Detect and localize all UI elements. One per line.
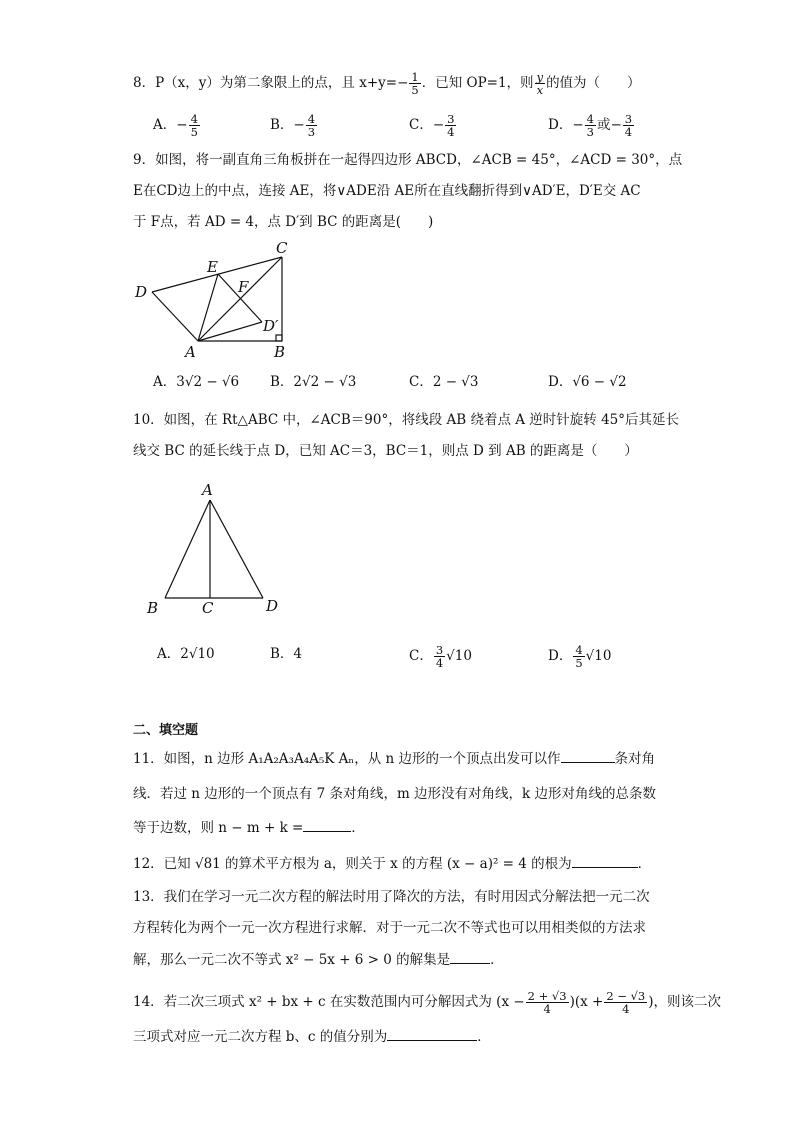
q14-blank[interactable] [387,1026,477,1041]
q10-line1: 10．如图，在 Rt△ABC 中，∠ACB＝90°，将线段 AB 绕着点 A 逆时针旋转 45°后其延长 [133,412,680,428]
q14-fraction-1: $\frac{2 + √3}{4}$ [527,989,567,1016]
q10-label-A: A [202,481,213,499]
q14-line1: 14．若二次三项式 x² + bx + c 在实数范围内可分解因式为 (x − $\frac{2 + √3}{4}$ )(x + $\frac{2 - √3}{4}$ )，则该二次 [133,989,722,1016]
q9-segment-ED' [218,274,262,322]
q13-line1: 13．我们在学习一元二次方程的解法时用了降次的方法，有时用因式分解法把一元二次 [133,889,650,905]
q9-segment-DC [152,257,282,292]
q14-fraction-2: $\frac{2 - √3}{4}$ [606,989,646,1016]
q10-option-d[interactable]: D． $\frac{4}{5}$ √10 [548,643,612,670]
q8-text-b: ．已知 OP=1，则 [421,75,534,91]
q9-label-B: B [274,343,286,361]
q8-option-d[interactable]: D．− $\frac{4}{3}$ 或− $\frac{3}{4}$ [548,112,633,139]
q9-line1: 9．如图，将一副直角三角板拼在一起得四边形 ABCD，∠ACB = 45°，∠ACD = 30°，点 [133,152,683,168]
q8-stem [133,71,641,96]
q9-label-D: D [135,283,148,301]
q10-label-D: D [266,597,279,615]
q10-label-C: C [202,599,214,617]
q9-line2: E在CD边上的中点，连接 AE，将∨ADE沿 AE所在直线翻折得到∨AD′E，D′E交 AC [133,183,641,199]
q10-segment-AD [210,500,263,598]
q9-option-c[interactable]: C．2 − √3 [409,374,479,390]
q9-label-D-prime: D′ [263,317,279,335]
q14-line2: 三项式对应一元二次方程 b、c 的值分别为 ． [133,1026,491,1047]
q9-option-a[interactable]: A．3√2 − √6 [153,374,240,390]
q9-option-d[interactable]: D．√6 − √2 [548,374,627,390]
q9-right-angle-mark [276,335,282,341]
q10-option-c[interactable]: C． $\frac{3}{4}$ √10 [409,643,472,670]
q11-line1: 11．如图，n 边形 A₁A₂A₃A₄A₅K Aₙ，从 n 边形的一个顶点出发可以作 条对角 [133,748,655,769]
q9-option-b[interactable]: B．2√2 − √3 [270,374,357,390]
q8-text-c: 的值为（ ） [546,75,641,91]
q8-number: 8． [133,75,156,91]
q10-line2: 线交 BC 的延长线于点 D，已知 AC＝3，BC＝1，则点 D 到 AB 的距离是（ ） [133,443,638,459]
q13-line3: 解，那么一元二次不等式 x² − 5x + 6 > 0 的解集是 ． [133,949,504,970]
q8-text-a: P（x，y）为第二象限上的点，且 x+y=− [155,75,409,91]
q9-segment-AD' [198,322,262,341]
q9-label-E: E [207,258,218,276]
q8-option-a[interactable]: A．− $\frac{4}{5}$ [153,112,198,139]
q9-segment-AE [198,274,218,341]
q13-blank[interactable] [450,949,490,964]
q9-segment-AC [198,257,282,341]
q10-segment-AB [165,500,210,598]
section-title-fill-in: 二、填空题 [133,723,199,738]
q11-blank-2[interactable] [303,817,351,832]
q9-segment-DA [152,292,198,341]
q9-label-A: A [185,343,196,361]
q9-label-F: F [238,278,249,296]
q13-line2: 方程转化为两个一元一次方程进行求解．对于一元二次不等式也可以用相类似的方法求 [133,920,646,936]
q12-blank[interactable] [572,853,638,868]
q8-fraction-yx: $\frac{y}{x}$ [536,70,544,97]
q11-blank-1[interactable] [561,748,615,763]
q12-line: 12．已知 √81 的算术平方根为 a，则关于 x 的方程 (x − a)² = 4 的根为 ． [133,853,651,874]
q11-line3: 等于边数，则 n − m + k = ． [133,817,365,838]
q10-option-a[interactable]: A．2√10 [157,646,215,662]
q11-line2: 线．若过 n 边形的一个顶点有 7 条对角线，m 边形没有对角线，k 边形对角线的总条数 [133,786,657,802]
q8-option-b[interactable]: B．− $\frac{4}{3}$ [270,112,316,139]
q8-fraction: $\frac{1}{5}$ [411,70,419,97]
q10-option-b[interactable]: B．4 [270,646,303,662]
q10-label-B: B [147,599,159,617]
q9-label-C: C [276,239,288,257]
q8-option-c[interactable]: C．− $\frac{3}{4}$ [409,112,455,139]
q9-line3: 于 F点，若 AD = 4，点 D′到 BC 的距离是( ) [133,214,434,230]
